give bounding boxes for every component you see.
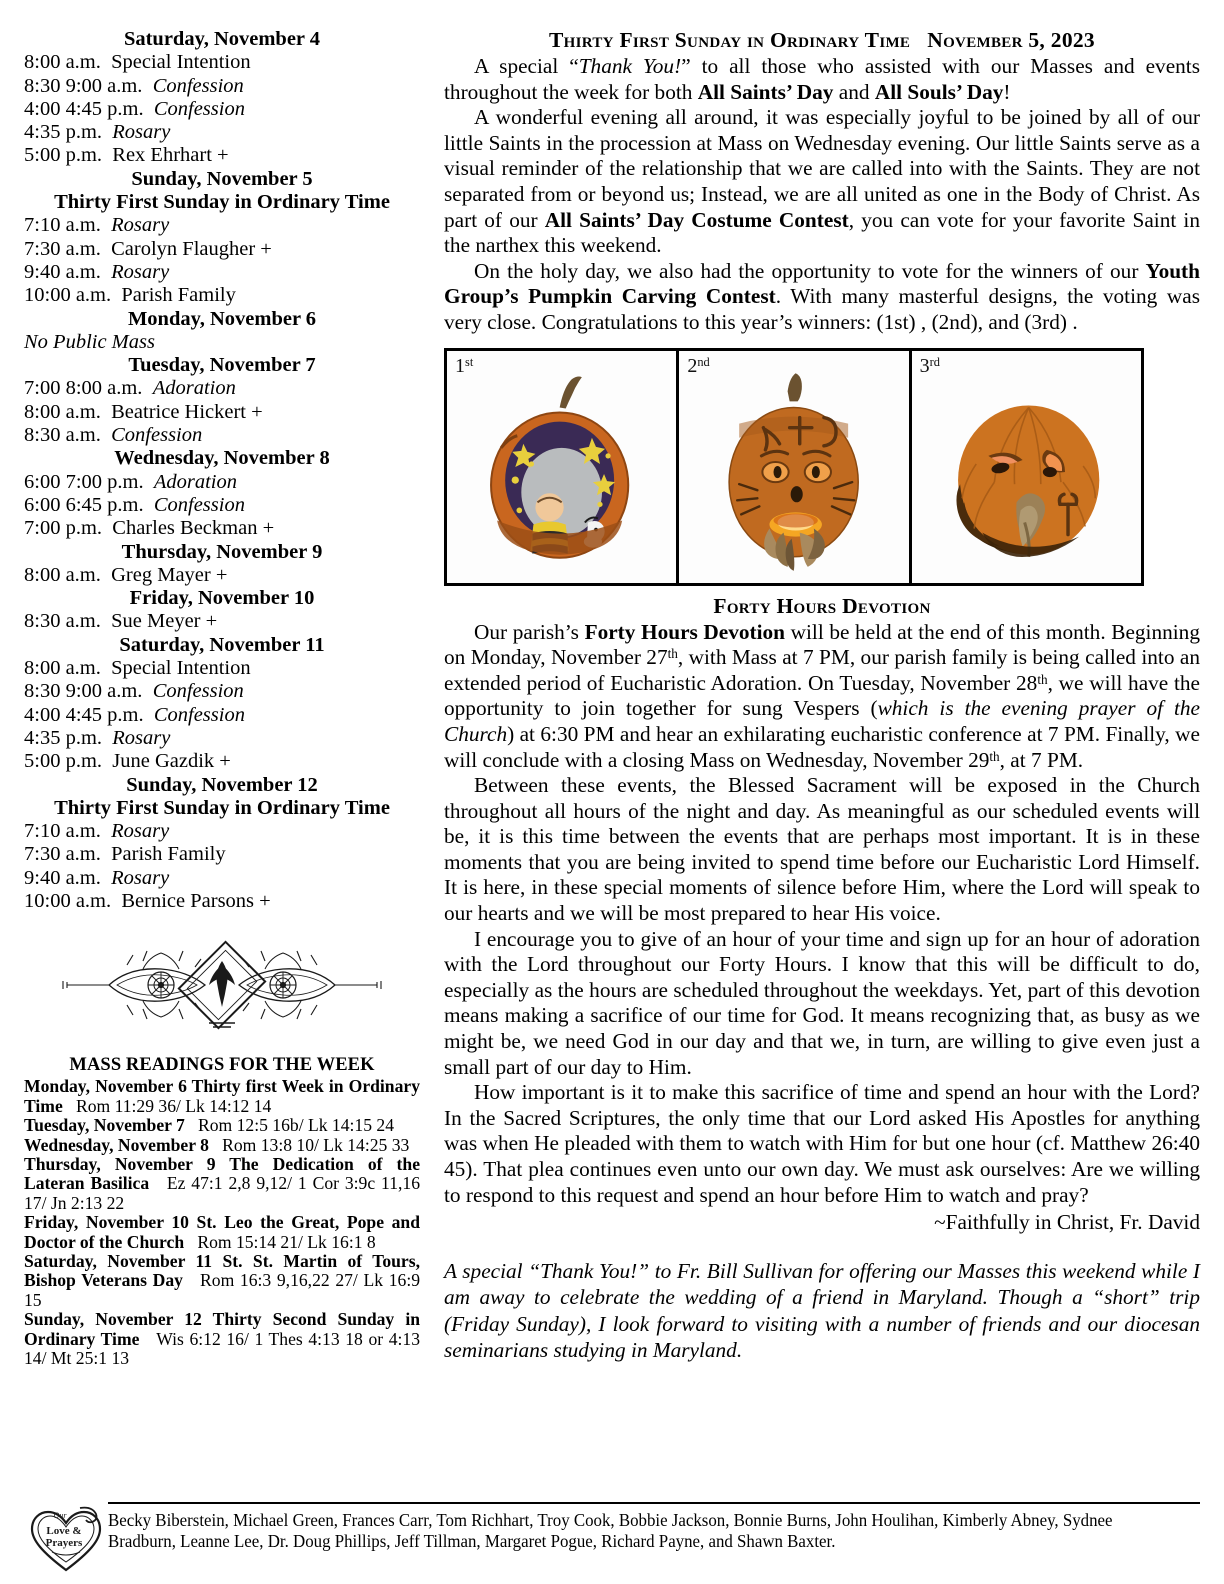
- schedule-entry: [24, 238, 420, 261]
- footer-divider-rule: [108, 1502, 1200, 1504]
- pumpkin-photo-frame: [444, 348, 1144, 586]
- schedule-time: 6:00 6:45 p.m.: [24, 493, 144, 516]
- schedule-description: Rosary: [111, 866, 170, 889]
- pumpkin-cat-face-icon: [679, 351, 908, 583]
- forty-text-5: ) at 6:30 PM and hear an exhilarating eucharistic conference at 7 PM. Finally, we will conclude with a closing Mass on Wednesday, November 29: [444, 721, 1200, 772]
- reading-citation: Wis 6:12 16/ 1 Thes 4:13 18 or 4:13 14/ Mt 25:1 13: [24, 1328, 420, 1368]
- thanks-text-3: and: [833, 79, 875, 104]
- schedule-day-heading: Monday, November 6: [127, 307, 317, 330]
- schedule-entry: [24, 377, 420, 400]
- schedule-day-heading: Sunday, November 5: [131, 167, 313, 190]
- all-saints-day-bold: All Saints’ Day: [697, 79, 834, 104]
- schedule-description: Rex Ehrhart +: [112, 144, 229, 167]
- schedule-time: 10:00 a.m.: [24, 889, 112, 912]
- thanks-text-1: A special “: [474, 54, 579, 78]
- schedule-entry: [24, 867, 420, 890]
- schedule-time: 7:30 a.m.: [24, 843, 101, 866]
- logo-text-our: Our: [53, 1511, 67, 1520]
- prayer-list-names: Becky Biberstein, Michael Green, Frances Carr, Tom Richhart, Troy Cook, Bobbie Jackson, Bonnie Burns, John Houlihan, Kimberly Abney, Sydnee Bradburn, Leanne Lee, Dr. Doug Phillips, Jeff Tillman, Margaret Pogue, Richard Payne, and Shawn Baxter.: [108, 1510, 1113, 1551]
- reading-day-label: Sunday, November 12 Thirty Second Sunday in Ordinary Time: [24, 1309, 420, 1349]
- reading-citation: Rom 12:5 16b/ Lk 14:15 24: [198, 1115, 394, 1136]
- schedule-entry: [24, 121, 420, 144]
- thanks-text-2: ” to all those who assisted with our Masses and events throughout the week for both: [444, 54, 1201, 104]
- schedule-description: Charles Beckman +: [112, 517, 275, 540]
- mass-reading-entry: [24, 1077, 420, 1116]
- little-saints-paragraph: [444, 105, 1200, 259]
- thank-you-paragraph: [444, 54, 1200, 105]
- schedule-entry: [24, 680, 420, 703]
- schedule-entry: [24, 98, 420, 121]
- forty-hours-paragraph-2: Between these events, the Blessed Sacrament will be exposed in the Church throughout all hours of the night and day. As meaningful as our scheduled events will be, it is this time between the events that are perhaps most important. It is in these moments that you are being invited to spend time before our Eucharistic Lord Himself. It is here, in these special moments of silence before Him, where the Lord will speak to our hearts and we will be most prepared to hear His voice.: [444, 773, 1200, 926]
- schedule-time: 10:00 a.m.: [24, 284, 112, 307]
- schedule-description: Confession: [111, 424, 203, 447]
- header-title: Thirty First Sunday in Ordinary Time: [549, 28, 911, 52]
- schedule-description: Adoration: [153, 470, 237, 493]
- schedule-day-heading: Tuesday, November 7: [128, 354, 316, 377]
- reading-citation: Rom 11:29 36/ Lk 14:12 14: [75, 1095, 272, 1116]
- schedule-time: 4:00 4:45 p.m.: [24, 703, 144, 726]
- schedule-entry: [24, 890, 420, 913]
- forty-text-2: will be held at the end of this month. Beginning on Monday, November 27: [444, 619, 1200, 670]
- schedule-description: Parish Family: [111, 843, 226, 866]
- schedule-entry: [24, 820, 420, 843]
- two-column-layout: [24, 28, 1200, 1368]
- schedule-description: Parish Family: [121, 284, 236, 307]
- forty-hours-paragraph-3: I encourage you to give of an hour of your time and sign up for an hour of adoration with the Lord throughout our Forty Hours. I know that this will be difficult to do, especially as the hours are scheduled throughout the weekdays. Yet, part of this devotion means making a sacrifice of our time for God. It means recognizing that, as busy as we might be, we need God in our day and that we, in turn, are willing to give even just a small part of our day to Him.: [444, 926, 1200, 1079]
- schedule-time: 8:00 a.m.: [24, 563, 101, 586]
- schedule-description: Confession: [153, 703, 245, 726]
- vespers-italic: which is the evening prayer of the Church: [444, 696, 1200, 746]
- reading-citation: Rom 15:14 21/ Lk 16:1 8: [197, 1231, 376, 1252]
- schedule-description: Rosary: [111, 260, 170, 283]
- schedule-time: 8:00 a.m.: [24, 400, 101, 423]
- schedule-entry: [24, 750, 420, 773]
- header-date: November 5, 2023: [927, 28, 1095, 52]
- schedule-time: 8:30 9:00 a.m.: [24, 74, 143, 97]
- schedule-description: Confession: [152, 74, 244, 97]
- schedule-entry: [24, 610, 420, 633]
- schedule-day-heading: Saturday, November 11: [119, 633, 325, 656]
- schedule-time: 8:00 a.m.: [24, 51, 101, 74]
- ordinal-28th: th: [1037, 671, 1048, 687]
- schedule-time: 8:30 9:00 a.m.: [24, 680, 143, 703]
- mass-reading-entry: [24, 1116, 420, 1135]
- schedule-entry: [24, 704, 420, 727]
- rank-number-1: 1: [455, 354, 465, 377]
- ornament-divider: [24, 939, 420, 1035]
- forty-hours-heading: Forty Hours Devotion: [713, 593, 931, 618]
- closing-thank-you-note: A special “Thank You!” to Fr. Bill Sullivan for offering our Masses this weekend while I am away to celebrate the wedding of a friend in Maryland. Though a “short” trip (Friday Sunday), I look forward to visiting with a number of friends and our diocesan seminarians studying in Maryland.: [444, 1258, 1200, 1362]
- schedule-day-heading: Wednesday, November 8: [114, 447, 330, 470]
- second-place-photo: [679, 351, 911, 583]
- schedule-description: Special Intention: [111, 657, 251, 680]
- bulletin-header: [444, 28, 1200, 52]
- schedule-description: Confession: [153, 97, 245, 120]
- schedule-entry: [24, 261, 420, 284]
- mass-reading-entry: [24, 1310, 420, 1368]
- schedule-time: 7:00 8:00 a.m.: [24, 377, 143, 400]
- reading-day-label: Tuesday, November 7: [24, 1115, 185, 1136]
- schedule-entry: [24, 75, 420, 98]
- logo-text-love: Love &: [46, 1525, 82, 1537]
- schedule-entry: [24, 471, 420, 494]
- ordinal-29th: th: [989, 748, 1000, 764]
- pumpkin-text-2: . With many masterful designs, the voting was very close. Congratulations to this year’s winners: (1st) , (2nd), and (3rd) .: [444, 284, 1200, 334]
- reading-day-label: Saturday, November 11 St. St. Martin of Tours, Bishop Veterans Day: [24, 1250, 420, 1291]
- schedule-description: Bernice Parsons +: [121, 889, 271, 912]
- pumpkin-text-1: On the holy day, we also had the opportunity to vote for the winners of our: [474, 258, 1146, 283]
- forty-text-6: , at 7 PM.: [999, 747, 1084, 772]
- schedule-time: 6:00 7:00 p.m.: [24, 470, 144, 493]
- reading-citation: Ez 47:1 2,8 9,12/ 1 Cor 3:9c 11,16 17/ Jn 2:13 22: [24, 1173, 420, 1213]
- schedule-time: 7:30 a.m.: [24, 237, 101, 260]
- rank-ordinal-3: rd: [929, 354, 940, 369]
- schedule-time: 5:00 p.m.: [24, 750, 103, 773]
- schedule-entry: [24, 284, 420, 307]
- schedule-entry: [24, 494, 420, 517]
- schedule-time: 7:10 a.m.: [24, 214, 101, 237]
- rank-number-2: 2: [687, 354, 698, 377]
- schedule-description: Confession: [153, 493, 245, 516]
- schedule-description: Rosary: [111, 820, 170, 843]
- rank-ordinal-2: nd: [697, 354, 710, 369]
- mass-schedule: [24, 28, 420, 913]
- saints-text-2: , you can vote for your favorite Saint in the narthex this weekend.: [444, 207, 1200, 258]
- thanks-text-4: !: [1003, 79, 1011, 104]
- all-souls-day-bold: All Souls’ Day: [874, 79, 1004, 104]
- schedule-entry: [24, 727, 420, 750]
- first-place-photo: [447, 351, 679, 583]
- reading-citation: Rom 13:8 10/ Lk 14:25 33: [222, 1134, 410, 1155]
- filigree-ornament-icon: [57, 939, 387, 1031]
- pumpkin-carved-face-icon: [912, 351, 1141, 583]
- schedule-day-heading: Thursday, November 9: [121, 540, 323, 563]
- schedule-time: 9:40 a.m.: [24, 866, 101, 889]
- schedule-description: Sue Meyer +: [111, 610, 218, 633]
- schedule-no-public-mass: [24, 331, 420, 354]
- schedule-day-heading: Sunday, November 12: [126, 773, 318, 796]
- carving-contest-bold: Youth Group’s Pumpkin Carving Contest: [444, 258, 1200, 309]
- forty-text-3: , with Mass at 7 PM, our parish family is being called into an extended period of Eucharistic Adoration. On Tuesday, November 28: [444, 645, 1200, 695]
- heart-logo-icon: [24, 1502, 108, 1576]
- reading-day-label: Friday, November 10 St. Leo the Great, Pope and Doctor of the Church: [24, 1212, 420, 1252]
- schedule-time: 5:00 p.m.: [24, 144, 103, 167]
- reading-day-label: Thursday, November 9 The Dedication of the Lateran Basilica: [24, 1153, 420, 1194]
- schedule-entry: [24, 424, 420, 447]
- ordinal-27th: th: [667, 646, 678, 662]
- schedule-time: 4:00 4:45 p.m.: [24, 97, 144, 120]
- left-column: [24, 28, 428, 1368]
- schedule-entry: [24, 144, 420, 167]
- mass-reading-entry: [24, 1136, 420, 1155]
- third-place-photo: [912, 351, 1141, 583]
- pumpkin-contest-paragraph: [444, 259, 1200, 336]
- forty-text-4: , we will have the opportunity to join together for sung Vespers (: [444, 670, 1200, 721]
- rank-ordinal-1: st: [465, 354, 474, 369]
- schedule-sunday-title: Thirty First Sunday in Ordinary Time: [54, 191, 390, 214]
- schedule-time: 7:10 a.m.: [24, 820, 101, 843]
- schedule-description: June Gazdik +: [112, 750, 231, 773]
- schedule-time: 7:00 p.m.: [24, 517, 103, 540]
- schedule-description: Beatrice Hickert +: [111, 400, 263, 423]
- rank-label-1: [455, 355, 473, 378]
- schedule-entry: [24, 401, 420, 424]
- schedule-entry: [24, 214, 420, 237]
- schedule-day-heading: Saturday, November 4: [123, 28, 321, 50]
- schedule-description: Carolyn Flaugher +: [111, 237, 272, 260]
- schedule-entry: [24, 657, 420, 680]
- schedule-time: 8:30 a.m.: [24, 610, 101, 633]
- forty-hours-bold: Forty Hours Devotion: [584, 619, 786, 644]
- right-column: [428, 28, 1200, 1363]
- schedule-entry: [24, 564, 420, 587]
- schedule-time: 8:00 a.m.: [24, 657, 101, 680]
- rank-label-3: [920, 355, 940, 378]
- schedule-description: Adoration: [152, 377, 236, 400]
- prayer-list-footer: [24, 1500, 1200, 1576]
- schedule-description: Confession: [152, 680, 244, 703]
- saints-text-1: A wonderful evening all around, it was especially joyful to be joined by all of our little Saints in the procession at Mass on Wednesday evening. Our little Saints serve as a visual reminder of the relationship that we are called into with the Saints. They are not separated from or beyond us; Instead, we are all united as one in the Body of Christ. As part of our: [444, 105, 1200, 232]
- schedule-description: Special Intention: [111, 51, 251, 74]
- mass-reading-entry: [24, 1252, 420, 1310]
- schedule-sunday-title: Thirty First Sunday in Ordinary Time: [54, 796, 390, 819]
- pumpkin-charlie-brown-icon: [447, 351, 676, 583]
- thanks-italic: Thank You!: [578, 54, 682, 78]
- mass-reading-entry: [24, 1155, 420, 1213]
- reading-citation: Rom 16:3 9,16,22 27/ Lk 16:9 15: [24, 1270, 421, 1310]
- forty-text-1: Our parish’s: [474, 619, 585, 644]
- schedule-entry: [24, 51, 420, 74]
- reading-day-label: Wednesday, November 8: [24, 1134, 209, 1155]
- costume-contest-bold: All Saints’ Day Costume Contest: [544, 207, 849, 232]
- schedule-description: Rosary: [112, 121, 171, 144]
- reading-day-label: Monday, November 6 Thirty first Week in Ordinary Time: [24, 1076, 420, 1116]
- schedule-time: 4:35 p.m.: [24, 121, 103, 144]
- schedule-entry: [24, 843, 420, 866]
- logo-text-prayers: Prayers: [45, 1537, 83, 1549]
- pastor-signoff: ~Faithfully in Christ, Fr. David: [934, 1210, 1200, 1235]
- schedule-entry: [24, 517, 420, 540]
- schedule-time: 4:35 p.m.: [24, 726, 103, 749]
- mass-readings-list: [24, 1077, 420, 1368]
- forty-hours-paragraph-4: How important is it to make this sacrifice of time and spend an hour with the Lord? In the Sacred Scriptures, the only time that our Lord asked His Apostles for anything was when He pleaded with them to watch with Him for but one hour (cf. Matthew 26:40 45). That plea continues even unto our own day. We must ask ourselves: Are we willing to respond to this request and spend an hour before Him to watch and pray?: [444, 1080, 1200, 1207]
- rank-label-2: [687, 355, 709, 378]
- schedule-description: Rosary: [112, 726, 171, 749]
- mass-readings-title: MASS READINGS FOR THE WEEK: [69, 1055, 375, 1076]
- no-mass-text: No Public Mass: [24, 330, 155, 353]
- schedule-description: Greg Mayer +: [111, 563, 228, 586]
- mass-reading-entry: [24, 1213, 420, 1252]
- rank-number-3: 3: [919, 354, 930, 377]
- schedule-time: 9:40 a.m.: [24, 260, 101, 283]
- our-love-and-prayers-logo: [24, 1502, 108, 1576]
- schedule-day-heading: Friday, November 10: [129, 587, 315, 610]
- forty-hours-paragraph-1: [444, 620, 1200, 774]
- footer-text-block: [108, 1500, 1200, 1552]
- schedule-time: 8:30 a.m.: [24, 424, 101, 447]
- schedule-description: Rosary: [111, 214, 170, 237]
